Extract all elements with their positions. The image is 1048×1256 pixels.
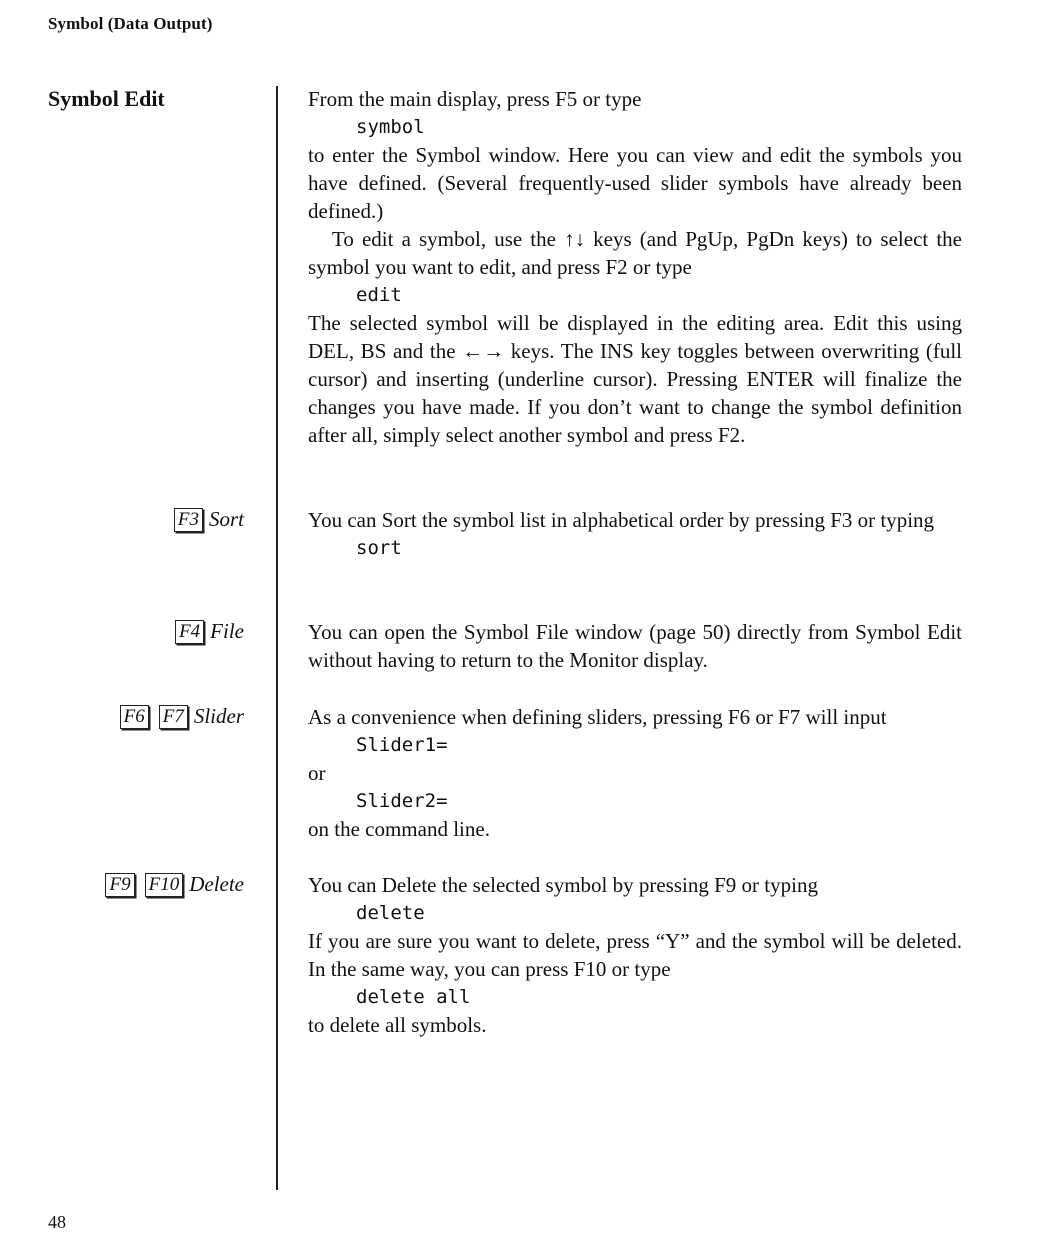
sort-block (308, 506, 962, 562)
code-delete-all: delete all (356, 986, 471, 1008)
intro-block (308, 85, 962, 449)
margin-label-slider (120, 704, 244, 729)
margin-label-sort (174, 507, 244, 532)
delete-block (308, 871, 962, 1039)
code-sort: sort (356, 537, 402, 559)
margin-label-delete (105, 872, 244, 897)
margin-label-file (175, 619, 244, 644)
delete-tail: to delete all symbols. (308, 1013, 487, 1037)
slider-or: or (308, 761, 326, 785)
margin-label-file-text: File (210, 619, 244, 643)
delete-text: You can Delete the selected symbol by pressing F9 or typing (308, 873, 818, 897)
f9-key-icon: F9 (105, 873, 134, 897)
file-text: You can open the Symbol File window (page 50) directly from Symbol Edit without having to return to the Monitor display. (308, 620, 962, 672)
code-edit: edit (356, 284, 402, 306)
f7-key-icon: F7 (159, 705, 188, 729)
intro-paragraph1: to enter the Symbol window. Here you can view and edit the symbols you have defined. (Several frequently-used slider symbols have already been defined.) (308, 143, 962, 223)
f4-key-icon: F4 (175, 620, 204, 644)
f10-key-icon: F10 (145, 873, 184, 897)
code-delete: delete (356, 902, 425, 924)
intro-line1: From the main display, press F5 or type (308, 87, 642, 111)
code-symbol: symbol (356, 116, 425, 138)
section-title: Symbol Edit (48, 86, 165, 111)
running-head: Symbol (Data Output) (48, 14, 213, 33)
margin-label-delete-text: Delete (189, 872, 244, 896)
margin-label-sort-text: Sort (208, 507, 244, 531)
slider-tail: on the command line. (308, 817, 490, 841)
f3-key-icon: F3 (174, 508, 203, 532)
sort-text: You can Sort the symbol list in alphabetical order by pressing F3 or typing (308, 508, 935, 532)
intro-paragraph2: To edit a symbol, use the ↑↓ keys (and PgUp, PgDn keys) to select the symbol you want to edit, and press F2 or type (308, 227, 962, 279)
code-slider2: Slider2= (356, 790, 448, 812)
slider-text: As a convenience when defining sliders, pressing F6 or F7 will input (308, 705, 887, 729)
file-block (308, 618, 962, 674)
code-slider1: Slider1= (356, 734, 448, 756)
margin-label-slider-text: Slider (193, 704, 244, 728)
delete-text2: If you are sure you want to delete, press “Y” and the symbol will be deleted. In the same way, you can press F10 or type (308, 929, 962, 981)
f6-key-icon: F6 (120, 705, 149, 729)
page-number: 48 (48, 1212, 66, 1232)
vertical-rule (276, 86, 278, 1190)
slider-block (308, 703, 962, 843)
intro-paragraph3: The selected symbol will be displayed in the editing area. Edit this using DEL, BS and the ←→ keys. The INS key toggles between overwriting (full cursor) and inserting (underline cursor). Pressing ENTER will finalize the changes you have made. If you don’t want to change the symbol definition after all, simply select another symbol and press F2. (308, 311, 962, 447)
